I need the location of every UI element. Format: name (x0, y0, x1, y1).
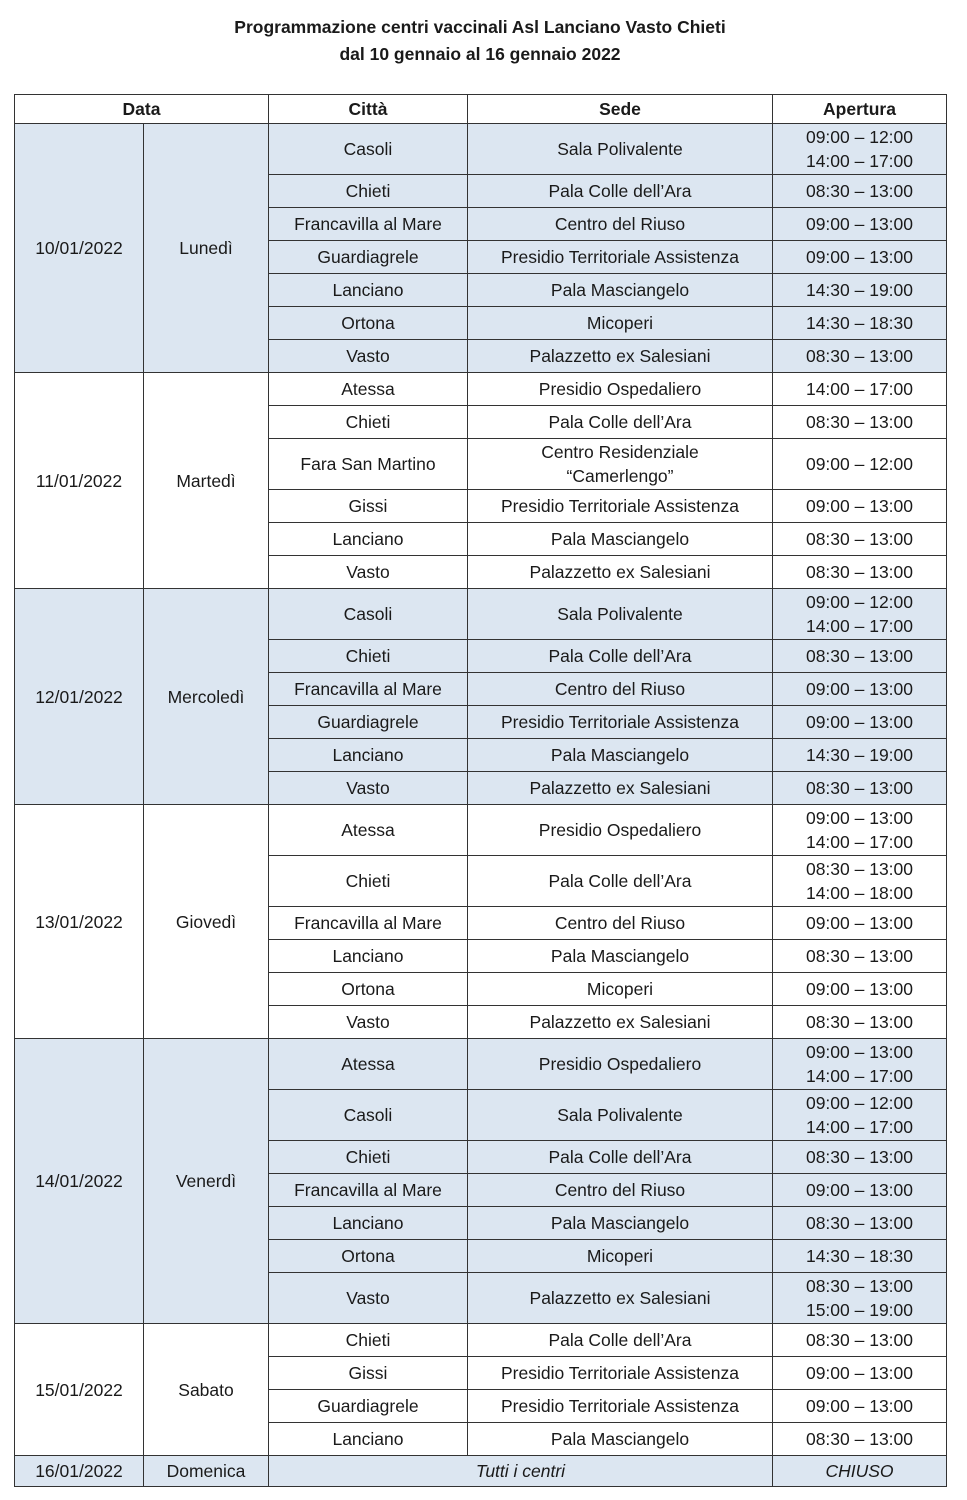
city-cell: Vasto (269, 772, 468, 805)
hours-cell (773, 556, 947, 589)
site-cell (468, 307, 773, 340)
hours-cell (773, 1006, 947, 1039)
hours-cell (773, 772, 947, 805)
hours-line: 09:00 – 13:00 (805, 1396, 914, 1416)
closed-centers: Tutti i centri (269, 1456, 773, 1487)
hours-cell (773, 940, 947, 973)
table-row (15, 373, 947, 406)
site-line: Sala Polivalente (557, 139, 683, 159)
hours-line: 09:00 – 13:00 (805, 247, 914, 267)
hours-line: 09:00 – 13:00 (805, 979, 914, 999)
city-cell: Gissi (269, 1357, 468, 1390)
site-line: Presidio Territoriale Assistenza (501, 496, 739, 516)
site-cell (468, 208, 773, 241)
day-date: 15/01/2022 (15, 1324, 144, 1456)
site-cell (468, 706, 773, 739)
city-cell: Casoli (269, 1090, 468, 1141)
site-line: Palazzetto ex Salesiani (529, 562, 711, 582)
site-line: Micoperi (586, 313, 654, 333)
hours-line: 09:00 – 12:00 (805, 454, 914, 474)
hours-line: 14:30 – 19:00 (805, 280, 914, 300)
hours-cell (773, 1207, 947, 1240)
hours-cell (773, 973, 947, 1006)
site-cell (468, 1174, 773, 1207)
day-date: 14/01/2022 (15, 1039, 144, 1324)
day-date: 13/01/2022 (15, 805, 144, 1039)
site-cell (468, 940, 773, 973)
hours-line: 14:00 – 17:00 (805, 616, 914, 636)
hours-line: 08:30 – 13:00 (805, 646, 914, 666)
header-data: Data (15, 95, 269, 124)
site-cell (468, 1141, 773, 1174)
hours-line: 14:00 – 17:00 (805, 1117, 914, 1137)
site-line: Sala Polivalente (557, 1105, 683, 1125)
hours-cell (773, 307, 947, 340)
hours-line: 14:00 – 17:00 (805, 832, 914, 852)
city-cell: Guardiagrele (269, 706, 468, 739)
site-line: Pala Masciangelo (550, 1213, 690, 1233)
city-cell: Guardiagrele (269, 241, 468, 274)
site-line: Palazzetto ex Salesiani (529, 1288, 711, 1308)
site-line: Palazzetto ex Salesiani (529, 1012, 711, 1032)
site-line: Pala Colle dell’Ara (548, 646, 692, 666)
hours-line: 08:30 – 13:00 (805, 1012, 914, 1032)
site-line: Pala Masciangelo (550, 1429, 690, 1449)
header-citta: Città (269, 95, 468, 124)
site-cell (468, 241, 773, 274)
day-date: 12/01/2022 (15, 589, 144, 805)
hours-line: 14:00 – 18:00 (805, 883, 914, 903)
hours-cell (773, 1273, 947, 1324)
site-line: Pala Colle dell’Ara (548, 412, 692, 432)
site-cell (468, 739, 773, 772)
hours-cell (773, 1240, 947, 1273)
site-cell (468, 1039, 773, 1090)
hours-cell (773, 856, 947, 907)
site-line: Pala Colle dell’Ara (548, 181, 692, 201)
site-cell (468, 805, 773, 856)
hours-cell (773, 1423, 947, 1456)
table-row (15, 124, 947, 175)
day-group (15, 1039, 947, 1324)
city-cell: Fara San Martino (269, 439, 468, 490)
site-line: Pala Masciangelo (550, 946, 690, 966)
day-weekday: Martedì (144, 373, 269, 589)
site-line: Micoperi (586, 1246, 654, 1266)
closed-weekday: Domenica (144, 1456, 269, 1487)
site-line: Presidio Territoriale Assistenza (501, 247, 739, 267)
site-line: Centro del Riuso (554, 913, 686, 933)
hours-line: 09:00 – 13:00 (805, 496, 914, 516)
hours-cell (773, 1090, 947, 1141)
site-line: Centro Residenziale (541, 442, 699, 462)
hours-line: 08:30 – 13:00 (805, 859, 914, 879)
hours-cell (773, 241, 947, 274)
city-cell: Chieti (269, 856, 468, 907)
day-group (15, 1324, 947, 1456)
city-cell: Vasto (269, 1006, 468, 1039)
day-weekday: Sabato (144, 1324, 269, 1456)
hours-cell (773, 1357, 947, 1390)
hours-cell (773, 490, 947, 523)
closed-day-group (15, 1456, 947, 1487)
site-cell (468, 1357, 773, 1390)
site-line: Pala Colle dell’Ara (548, 1147, 692, 1167)
hours-cell (773, 1324, 947, 1357)
day-weekday: Lunedì (144, 124, 269, 373)
city-cell: Atessa (269, 805, 468, 856)
city-cell: Francavilla al Mare (269, 907, 468, 940)
hours-cell (773, 373, 947, 406)
hours-cell (773, 805, 947, 856)
table-row (15, 1324, 947, 1357)
site-cell (468, 340, 773, 373)
hours-line: 08:30 – 13:00 (805, 946, 914, 966)
hours-cell (773, 439, 947, 490)
hours-line: 08:30 – 13:00 (805, 181, 914, 201)
site-cell (468, 589, 773, 640)
site-line: Pala Colle dell’Ara (548, 1330, 692, 1350)
document-title (0, 14, 960, 68)
hours-line: 08:30 – 13:00 (805, 529, 914, 549)
city-cell: Lanciano (269, 1207, 468, 1240)
site-line: Pala Colle dell’Ara (548, 871, 692, 891)
day-group (15, 373, 947, 589)
hours-line: 08:30 – 13:00 (805, 412, 914, 432)
hours-line: 09:00 – 13:00 (805, 808, 914, 828)
hours-line: 08:30 – 13:00 (805, 1213, 914, 1233)
day-weekday: Giovedì (144, 805, 269, 1039)
site-line: Pala Masciangelo (550, 745, 690, 765)
site-cell (468, 1240, 773, 1273)
site-cell (468, 274, 773, 307)
title-line-2: dal 10 gennaio al 16 gennaio 2022 (339, 44, 621, 64)
city-cell: Lanciano (269, 523, 468, 556)
hours-cell (773, 1390, 947, 1423)
city-cell: Atessa (269, 373, 468, 406)
site-line: Presidio Territoriale Assistenza (501, 712, 739, 732)
hours-cell (773, 340, 947, 373)
hours-line: 09:00 – 13:00 (805, 679, 914, 699)
hours-line: 09:00 – 13:00 (805, 712, 914, 732)
table-row (15, 1039, 947, 1090)
city-cell: Casoli (269, 124, 468, 175)
city-cell: Francavilla al Mare (269, 1174, 468, 1207)
hours-cell (773, 1141, 947, 1174)
header-apertura: Apertura (773, 95, 947, 124)
site-cell (468, 673, 773, 706)
hours-cell (773, 1174, 947, 1207)
city-cell: Lanciano (269, 739, 468, 772)
site-cell (468, 1423, 773, 1456)
hours-cell (773, 907, 947, 940)
hours-line: 09:00 – 12:00 (805, 127, 914, 147)
site-line: Centro del Riuso (554, 1180, 686, 1200)
hours-cell (773, 208, 947, 241)
closed-day-row (15, 1456, 947, 1487)
header-row (15, 95, 947, 124)
site-line: Centro del Riuso (554, 679, 686, 699)
hours-line: 14:30 – 18:30 (805, 1246, 914, 1266)
site-line: Presidio Territoriale Assistenza (501, 1396, 739, 1416)
city-cell: Casoli (269, 589, 468, 640)
site-cell (468, 1090, 773, 1141)
site-cell (468, 175, 773, 208)
site-cell (468, 490, 773, 523)
day-group (15, 124, 947, 373)
hours-line: 15:00 – 19:00 (805, 1300, 914, 1320)
header-sede: Sede (468, 95, 773, 124)
hours-line: 08:30 – 13:00 (805, 1276, 914, 1296)
hours-cell (773, 640, 947, 673)
day-weekday: Venerdì (144, 1039, 269, 1324)
hours-cell (773, 124, 947, 175)
hours-line: 14:30 – 19:00 (805, 745, 914, 765)
city-cell: Chieti (269, 1324, 468, 1357)
city-cell: Gissi (269, 490, 468, 523)
site-cell (468, 1006, 773, 1039)
day-date: 10/01/2022 (15, 124, 144, 373)
site-cell (468, 439, 773, 490)
site-cell (468, 1207, 773, 1240)
hours-line: 08:30 – 13:00 (805, 1429, 914, 1449)
site-line: Pala Masciangelo (550, 280, 690, 300)
city-cell: Ortona (269, 1240, 468, 1273)
site-cell (468, 640, 773, 673)
site-line: Presidio Ospedaliero (538, 379, 702, 399)
site-cell (468, 856, 773, 907)
hours-cell (773, 673, 947, 706)
hours-cell (773, 1039, 947, 1090)
city-cell: Chieti (269, 175, 468, 208)
site-line: Centro del Riuso (554, 214, 686, 234)
city-cell: Atessa (269, 1039, 468, 1090)
table-row (15, 589, 947, 640)
city-cell: Vasto (269, 340, 468, 373)
site-cell (468, 124, 773, 175)
hours-line: 09:00 – 13:00 (805, 1042, 914, 1062)
city-cell: Lanciano (269, 940, 468, 973)
city-cell: Lanciano (269, 274, 468, 307)
site-line: “Camerlengo” (566, 466, 674, 486)
city-cell: Ortona (269, 973, 468, 1006)
closed-status: CHIUSO (773, 1456, 947, 1487)
site-line: Presidio Ospedaliero (538, 1054, 702, 1074)
hours-cell (773, 274, 947, 307)
site-cell (468, 556, 773, 589)
hours-line: 09:00 – 12:00 (805, 592, 914, 612)
hours-cell (773, 739, 947, 772)
city-cell: Chieti (269, 640, 468, 673)
site-cell (468, 373, 773, 406)
hours-cell (773, 406, 947, 439)
hours-cell (773, 523, 947, 556)
hours-line: 09:00 – 12:00 (805, 1093, 914, 1113)
city-cell: Chieti (269, 1141, 468, 1174)
city-cell: Vasto (269, 556, 468, 589)
hours-cell (773, 589, 947, 640)
site-line: Presidio Ospedaliero (538, 820, 702, 840)
day-weekday: Mercoledì (144, 589, 269, 805)
city-cell: Guardiagrele (269, 1390, 468, 1423)
site-cell (468, 1324, 773, 1357)
hours-line: 14:30 – 18:30 (805, 313, 914, 333)
day-date: 11/01/2022 (15, 373, 144, 589)
hours-line: 09:00 – 13:00 (805, 214, 914, 234)
hours-line: 09:00 – 13:00 (805, 913, 914, 933)
site-line: Presidio Territoriale Assistenza (501, 1363, 739, 1383)
site-cell (468, 1390, 773, 1423)
city-cell: Francavilla al Mare (269, 673, 468, 706)
closed-date: 16/01/2022 (15, 1456, 144, 1487)
site-line: Palazzetto ex Salesiani (529, 778, 711, 798)
site-cell (468, 1273, 773, 1324)
site-line: Micoperi (586, 979, 654, 999)
site-line: Palazzetto ex Salesiani (529, 346, 711, 366)
day-group (15, 805, 947, 1039)
hours-cell (773, 175, 947, 208)
site-cell (468, 523, 773, 556)
hours-line: 09:00 – 13:00 (805, 1180, 914, 1200)
hours-line: 08:30 – 13:00 (805, 562, 914, 582)
hours-line: 09:00 – 13:00 (805, 1363, 914, 1383)
day-group (15, 589, 947, 805)
schedule-table (14, 94, 947, 1487)
city-cell: Francavilla al Mare (269, 208, 468, 241)
hours-line: 14:00 – 17:00 (805, 1066, 914, 1086)
hours-line: 08:30 – 13:00 (805, 778, 914, 798)
city-cell: Chieti (269, 406, 468, 439)
site-cell (468, 973, 773, 1006)
hours-line: 14:00 – 17:00 (805, 379, 914, 399)
table-row (15, 805, 947, 856)
site-cell (468, 907, 773, 940)
site-cell (468, 772, 773, 805)
city-cell: Ortona (269, 307, 468, 340)
site-cell (468, 406, 773, 439)
city-cell: Lanciano (269, 1423, 468, 1456)
city-cell: Vasto (269, 1273, 468, 1324)
hours-cell (773, 706, 947, 739)
site-line: Pala Masciangelo (550, 529, 690, 549)
hours-line: 08:30 – 13:00 (805, 346, 914, 366)
hours-line: 14:00 – 17:00 (805, 151, 914, 171)
site-line: Sala Polivalente (557, 604, 683, 624)
title-line-1: Programmazione centri vaccinali Asl Lanciano Vasto Chieti (234, 17, 726, 37)
hours-line: 08:30 – 13:00 (805, 1330, 914, 1350)
hours-line: 08:30 – 13:00 (805, 1147, 914, 1167)
